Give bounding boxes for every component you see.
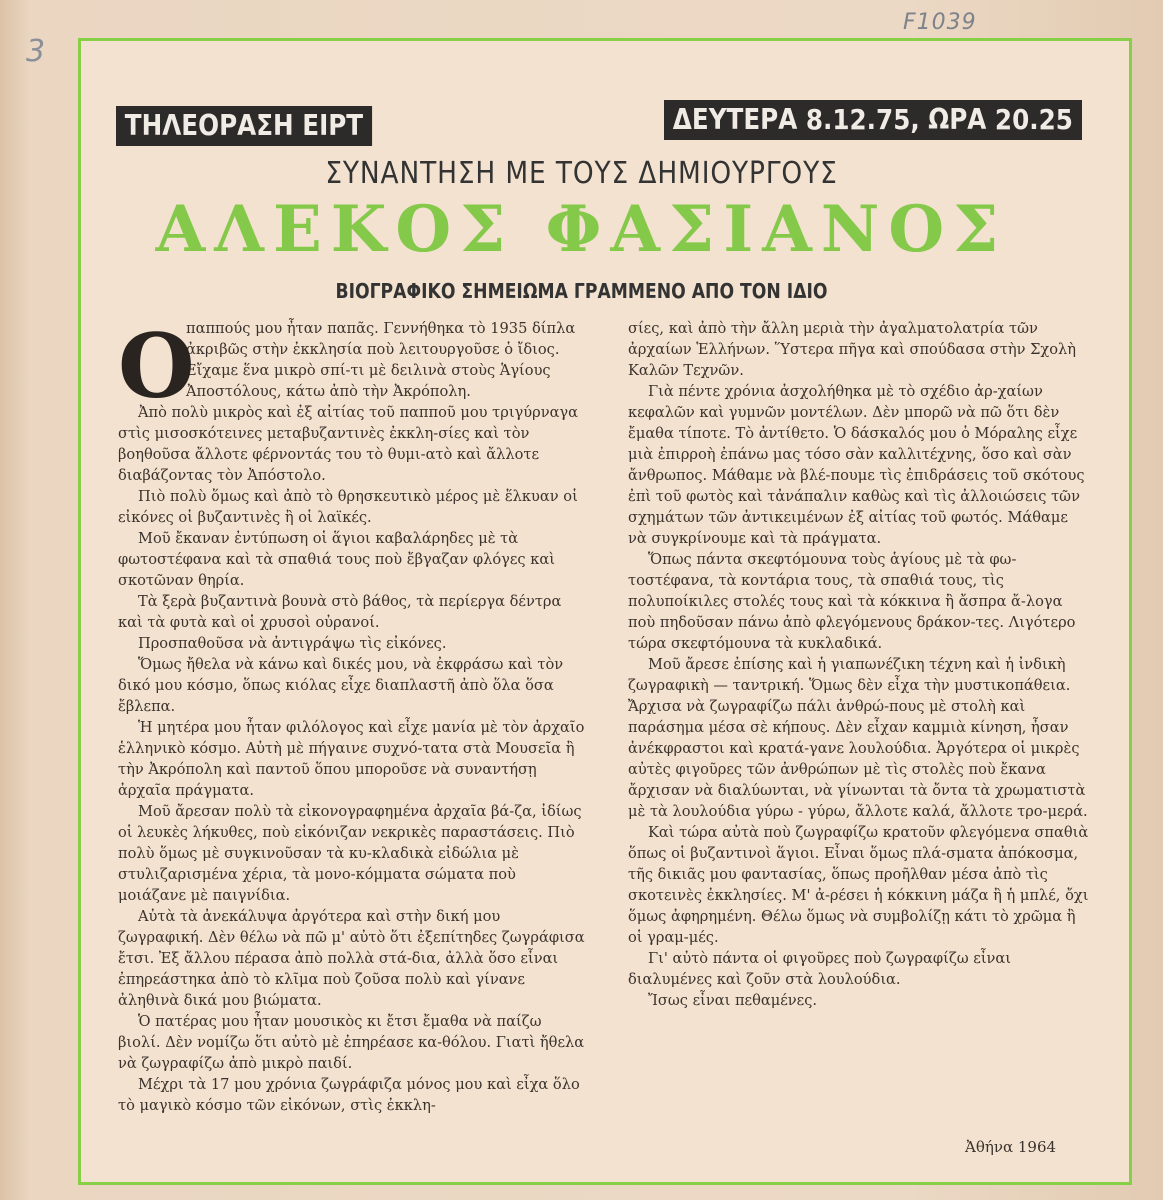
article-column-right — [628, 318, 1090, 1011]
article-paragraph: Μέχρι τὰ 17 μου χρόνια ζωγράφιζα μόνος μου καὶ εἶχα ὅλο τὸ μαγικὸ κόσμο τῶν εἰκόνων, στὶς ἐκκλη- — [118, 1076, 580, 1114]
article-paragraph: Αὐτὰ τὰ ἀνεκάλυψα ἀργότερα καὶ στὴν δική μου ζωγραφική. Δὲν θέλω νὰ πῶ μ' αὐτὸ ὅτι ἐξεπίτηδες ζωγράφισα ἔτσι. Ἐξ ἄλλου πέρασα ἀπὸ πολλὰ στά-δια, ἀλλὰ ὅσο εἶναι ἐπηρεάστηκα ἀπὸ τὸ κλῖμα ποὺ ζοῦσα πολὺ καὶ γίνανε ἀληθινὰ δικά μου βιώματα. — [118, 908, 585, 1009]
article-paragraph: Ὅπως πάντα σκεφτόμουνα τοὺς ἁγίους μὲ τὰ φω-τοστέφανα, τὰ κοντάρια τους, τὰ σπαθιά τους, τὶς πολυποίκιλες στολές τους καὶ τὰ κόκκινα ἢ ἄσπρα ἄ-λογα ποὺ πηδοῦσαν πάνω ἀπὸ φλεγόμενους δράκον-τες. Λιγότερο τώρα σκεφτόμουνα τὰ κυκλαδικά. — [628, 551, 1076, 652]
article-paragraph: Τὰ ξερὰ βυζαντινὰ βουνὰ στὸ βάθος, τὰ περίεργα δέντρα καὶ τὰ φυτὰ καὶ οἱ χρυσοὶ οὐρανοί. — [118, 593, 562, 631]
dropcap-block — [118, 314, 588, 418]
article-paragraph: Καὶ τώρα αὐτὰ ποὺ ζωγραφίζω κρατοῦν φλεγόμενα σπαθιὰ ὅπως οἱ βυζαντινοὶ ἅγιοι. Εἶναι ὅμως πλά-σματα ἀπόκοσμα, τῆς δικιᾶς μου φαντασίας, ὅπως προῆλθαν μέσα ἀπὸ τὶς σκοτεινὲς ἐκκλησίες. Μ' ἀ-ρέσει ἡ κόκκινη μάζα ἢ ἡ μπλέ, ὄχι ὅμως ἀφηρημένη. Θέλω ὅμως νὰ συμβολίζῃ κάτι τὸ χρῶμα ἢ οἱ γραμ-μές. — [628, 824, 1089, 946]
article-paragraph: Πιὸ πολὺ ὅμως καὶ ἀπὸ τὸ θρησκευτικὸ μέρος μὲ ἕλκυαν οἱ εἰκόνες οἱ βυζαντινὲς ἢ οἱ λαϊκές. — [118, 488, 578, 526]
article-paragraph: Ἀπὸ πολὺ μικρὸς καὶ ἐξ αἰτίας τοῦ παπποῦ μου τριγύρναγα στὶς μισοσκότεινες μεταβυζαντινὲς ἐκκλη-σίες καὶ τὸν βοηθοῦσα ἄλλοτε φέρνοντάς του τὸ θυμι-ατὸ καὶ ἄλλοτε διαβάζοντας τὸν Ἀπόστολο. — [118, 404, 579, 484]
article-paragraph: παππούς μου ἦταν παπᾶς. Γεννήθηκα τὸ 1935 δίπλα ἀκριβῶς στὴν ἐκκλησία ποὺ λειτουργοῦσε ὁ ἴδιος. Εἴχαμε ἕνα μικρὸ σπί-τι μὲ δειλινὰ στοὺς Ἁγίους Ἀποστόλους, κάτω ἀπὸ τὴν Ἀκρόπολη. — [186, 320, 576, 400]
article-paragraph: Ἡ μητέρα μου ἦταν φιλόλογος καὶ εἶχε μανία μὲ τὸν ἀρχαῖο ἑλληνικὸ κόσμο. Αὐτὴ μὲ πήγαινε συχνό-τατα στὰ Μουσεῖα ἢ τὴν Ἀκρόπολη καὶ παντοῦ ὅπου μποροῦσε νὰ συναντήσῃ ἀρχαῖα πράγματα. — [118, 719, 585, 799]
article-paragraph: Μοῦ ἄρεσαν πολὺ τὰ εἰκονογραφημένα ἀρχαῖα βά-ζα, ἰδίως οἱ λευκὲς λήκυθες, ποὺ εἰκόνιζαν νεκρικὲς παραστάσεις. Πιὸ πολὺ ὅμως μὲ συγκινοῦσαν τὰ κυ-κλαδικὰ εἰδώλια μὲ στυλιζαρισμένα χέρια, τὰ μονο-κόμματα σώματα ποὺ μοιάζανε μὲ παιγνίδια. — [118, 803, 582, 904]
series-title: ΣΥΝΑΝΤΗΣΗ ΜΕ ΤΟΥΣ ΔΗΜΙΟΥΡΓΟΥΣ — [325, 156, 838, 191]
article-paragraph: Προσπαθοῦσα νὰ ἀντιγράψω τὶς εἰκόνες. — [138, 635, 447, 652]
article-paragraph: Ἴσως εἶναι πεθαμένες. — [648, 992, 818, 1009]
broadcast-datetime-tag: ΔΕΥΤΕΡΑ 8.12.75, ΩΡΑ 20.25 — [664, 100, 1082, 140]
article-paragraph: Μοῦ ἔκαναν ἐντύπωση οἱ ἅγιοι καβαλάρηδες μὲ τὰ φωτοστέφανα καὶ τὰ σπαθιά τους ποὺ ἔβγαζαν φλόγες καὶ σκοτῶναν θηρία. — [118, 530, 555, 589]
article-paragraph: Γιὰ πέντε χρόνια ἀσχολήθηκα μὲ τὸ σχέδιο ἀρ-χαίων κεφαλῶν καὶ γυμνῶν μοντέλων. Δὲν μπορῶ νὰ πῶ ὅτι δὲν ἔμαθα τίποτε. Τὸ ἀντίθετο. Ὁ δάσκαλός μου ὁ Μόραλης εἶχε μιὰ ἐπιρροὴ ἐπάνω μας τόσο σὰν καλλιτέχνης, ὅσο καὶ σὰν ἄνθρωπος. Μάθαμε νὰ βλέ-πουμε τὶς ἐπιδράσεις τοῦ σκότους ἐπὶ τοῦ φωτὸς καὶ τἀνάπαλιν καθὼς καὶ τὶς ἀλλοιώσεις τῶν σχημάτων τῶν ἀντικειμένων ἐξ αἰτίας τοῦ φωτός. Μάθαμε νὰ συγκρίνουμε καὶ τὰ πράγματα. — [628, 383, 1085, 547]
dropcap-letter: Ο — [118, 314, 195, 418]
article-paragraph: Ὁ πατέρας μου ἦταν μουσικὸς κι ἔτσι ἔμαθα νὰ παίζω βιολί. Δὲν νομίζω ὅτι αὐτὸ μὲ ἐπηρέασε κα-θόλου. Γιατὶ ἤθελα νὰ ζωγραφίζω ἀπὸ μικρὸ παιδί. — [118, 1013, 585, 1072]
channel-tag: ΤΗΛΕΟΡΑΣΗ ΕΙΡΤ — [116, 106, 372, 146]
artist-name-headline: ΑΛΕΚΟΣ ΦΑΣΙΑΝΟΣ — [155, 192, 1008, 267]
article-paragraph: σίες, καὶ ἀπὸ τὴν ἄλλη μεριὰ τὴν ἀγαλματολατρία τῶν ἀρχαίων Ἑλλήνων. Ὕστερα πῆγα καὶ σπούδασα στὴν Σχολὴ Καλῶν Τεχνῶν. — [628, 320, 1077, 379]
place-date-signoff: Ἀθήνα 1964 — [965, 1138, 1057, 1156]
handwritten-archive-code: F1039 — [903, 10, 977, 35]
handwritten-page-number: 3 — [26, 34, 46, 69]
article-paragraph: Μοῦ ἄρεσε ἐπίσης καὶ ἡ γιαπωνέζικη τέχνη καὶ ἡ ἰνδικὴ ζωγραφικὴ — ταντρική. Ὅμως δὲν εἶχα τὴν μυστικοπάθεια. Ἄρχισα νὰ ζωγραφίζω πάλι ἀνθρώ-πους μὲ στολὴ καὶ παράσημα μέσα σὲ κήπους. Δὲν εἶχαν καμμιὰ κίνηση, ἦσαν ἀνέκφραστοι καὶ κρατά-γανε λουλούδια. Ἀργότερα οἱ μικρὲς αὐτὲς φιγοῦρες τῶν ἀνθρώπων μὲ τὶς στολὲς ποὺ ἔκανα ἄρχισαν νὰ διαλύωνται, νὰ γίνωνται τὰ ὄντα τὰ χρωματιστὰ μὲ τὰ λουλούδια γύρω - γύρω, ἄλλοτε καλά, ἄλλοτε τρο-μερά. — [628, 656, 1088, 820]
article-subtitle: ΒΙΟΓΡΑΦΙΚΟ ΣΗΜΕΙΩΜΑ ΓΡΑΜΜΕΝΟ ΑΠΟ ΤΟΝ ΙΔΙΟ — [335, 279, 828, 303]
article-column-left — [118, 314, 588, 1116]
article-paragraph: Ὅμως ἤθελα νὰ κάνω καὶ δικές μου, νὰ ἐκφράσω καὶ τὸν δικό μου κόσμο, ὅπως κιόλας εἶχε διαπλαστῆ ἀπὸ ὅλα ὅσα ἔβλεπα. — [118, 656, 564, 715]
article-paragraph: Γι' αὐτὸ πάντα οἱ φιγοῦρες ποὺ ζωγραφίζω εἶναι διαλυμένες καὶ ζοῦν στὰ λουλούδια. — [628, 950, 1012, 988]
